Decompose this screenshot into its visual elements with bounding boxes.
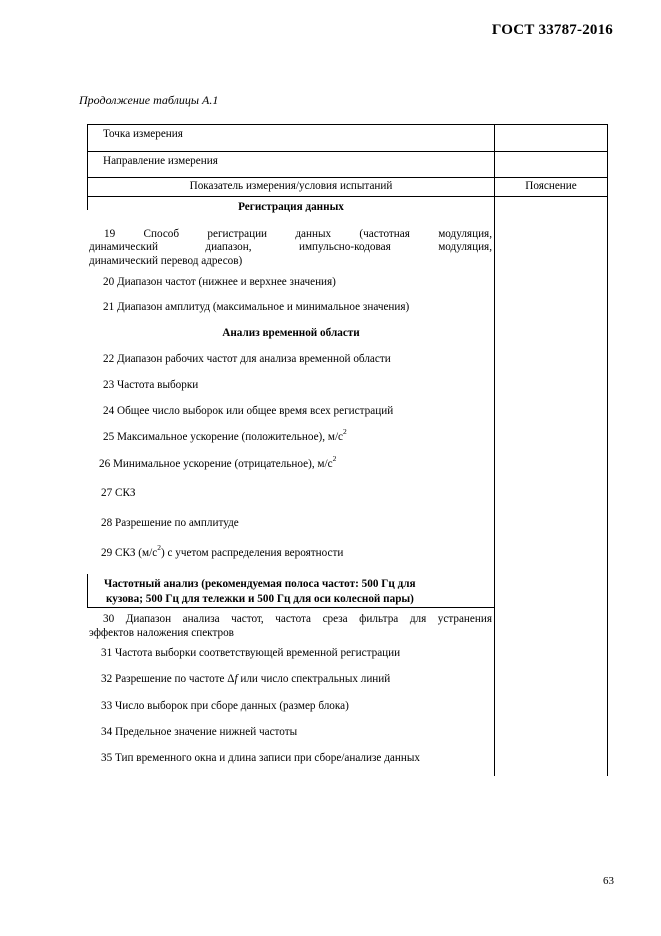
item-19-line-3: динамический перевод адресов) [89, 255, 243, 267]
item-31: 31 Частота выборки соответствующей временной регистрации [101, 647, 401, 659]
item-30-line-1: 30 Диапазон анализа частот, частота среза фильтра для устранения [103, 613, 492, 625]
row-divider [87, 151, 608, 152]
section-time-domain: Анализ временной области [222, 327, 360, 339]
item-26: 26 Минимальное ускорение (отрицательное), $м/с^2$ [99, 454, 337, 470]
item-21: 21 Диапазон амплитуд (максимальное и минимальное значения) [103, 301, 410, 313]
standard-code: ГОСТ 33787-2016 [491, 22, 613, 38]
section-frequency-line-2: кузова; 500 Гц для тележки и 500 Гц для оси колесной пары) [106, 593, 414, 605]
page-number: 63 [603, 875, 614, 887]
item-24: 24 Общее число выборок или общее время всех регистраций [103, 405, 394, 417]
col-header-explanation: Пояснение [525, 180, 577, 192]
item-33: 33 Число выборок при сборе данных (размер блока) [101, 700, 349, 712]
item-19-line-2: динамический диапазон, импульсно-кодовая модуляция, [89, 241, 492, 253]
table-caption: Продолжение таблицы А.1 [79, 93, 219, 107]
item-34: 34 Предельное значение нижней частоты [101, 726, 298, 738]
row-measurement-direction: Направление измерения [103, 155, 218, 167]
item-19-line-1: 19 Способ регистрации данных (частотная модуляция, [104, 228, 492, 240]
item-30-line-2: эффектов наложения спектров [89, 627, 234, 639]
column-divider [494, 124, 495, 776]
header-divider [87, 196, 608, 197]
table-border-left [87, 124, 88, 196]
item-32: 32 Разрешение по частоте Δf или число спектральных линий [101, 673, 391, 685]
item-27: 27 СКЗ [101, 487, 136, 499]
section-divider [87, 607, 494, 608]
section-border-left [87, 574, 88, 607]
col-header-indicator: Показатель измерения/условия испытаний [189, 180, 393, 192]
item-25: 25 Максимальное ускорение (положительное), $м/с^2$ [103, 427, 347, 443]
section-frequency-line-1: Частотный анализ (рекомендуемая полоса частот: 500 Гц для [104, 578, 416, 590]
item-23: 23 Частота выборки [103, 379, 199, 391]
table-border-right [607, 124, 608, 776]
item-22: 22 Диапазон рабочих частот для анализа временной области [103, 353, 391, 365]
row-measurement-point: Точка измерения [103, 128, 183, 140]
item-20: 20 Диапазон частот (нижнее и верхнее значения) [103, 276, 336, 288]
item-29: 29 СКЗ $(м/с^2)$ с учетом распределения вероятности [101, 543, 344, 559]
row-divider [87, 177, 608, 178]
section-registration: Регистрация данных [238, 201, 344, 213]
table-border-left-stub [87, 196, 88, 210]
item-28: 28 Разрешение по амплитуде [101, 517, 239, 529]
item-35: 35 Тип временного окна и длина записи при сборе/анализе данных [101, 752, 420, 764]
table-border-top [87, 124, 608, 125]
